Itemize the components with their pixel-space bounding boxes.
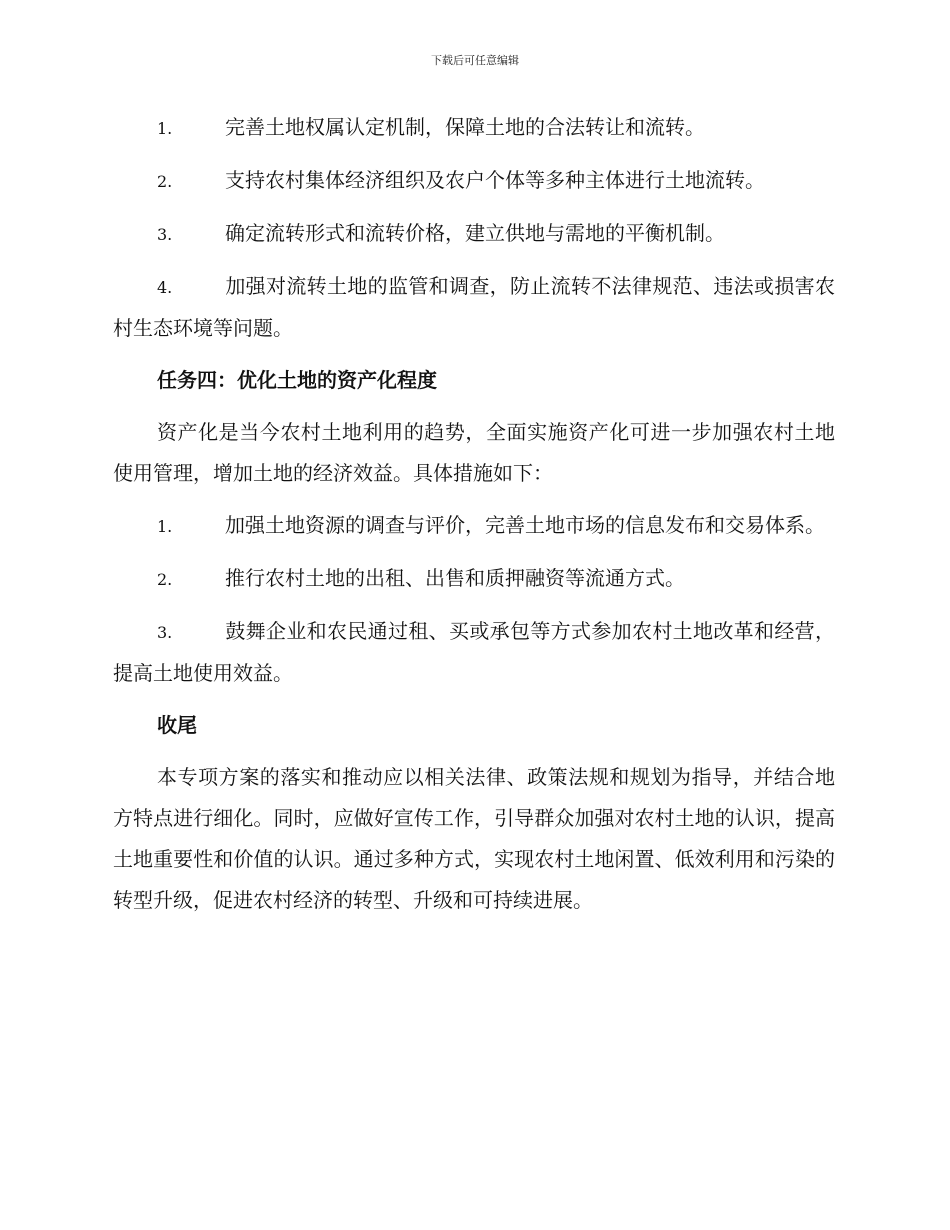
list-text: 支持农村集体经济组织及农户个体等多种主体进行土地流转。 <box>225 168 765 192</box>
conclusion-text: 本专项方案的落实和推动应以相关法律、政策法规和规划为指导，并结合地方特点进行细化。同时，应做好宣传工作，引导群众加强对农村土地的认识，提高土地重要性和价值的认识。通过多种方式，实现农村土地闲置、低效利用和污染的转型升级，促进农村经济的转型、升级和可持续进展。 <box>113 765 835 912</box>
list-text: 推行农村土地的出租、出售和质押融资等流通方式。 <box>225 566 685 590</box>
list-text: 鼓舞企业和农民通过租、买或承包等方式参加农村土地改革和经营，提高土地使用效益。 <box>113 619 835 685</box>
list-number: 3. <box>157 225 173 244</box>
list-number: 2. <box>157 570 173 589</box>
list-number: 2. <box>157 172 173 191</box>
list-number: 1. <box>157 119 173 138</box>
list-text: 加强对流转土地的监管和调查，防止流转不法律规范、违法或损害农村生态环境等问题。 <box>113 274 835 340</box>
list-item <box>113 505 835 547</box>
list-item <box>113 107 835 149</box>
list-item <box>113 213 835 255</box>
list-text: 完善土地权属认定机制，保障土地的合法转让和流转。 <box>225 115 705 139</box>
list-number: 1. <box>157 517 173 536</box>
list-text: 确定流转形式和流转价格，建立供地与需地的平衡机制。 <box>225 221 725 245</box>
list-item <box>113 611 835 694</box>
list-item <box>113 266 835 349</box>
list-number: 3. <box>157 623 173 642</box>
list-item <box>113 160 835 202</box>
task-four-intro: 资产化是当今农村土地利用的趋势，全面实施资产化可进一步加强农村土地使用管理，增加土地的经济效益。具体措施如下： <box>113 420 835 485</box>
list-text: 加强土地资源的调查与评价，完善土地市场的信息发布和交易体系。 <box>225 513 825 537</box>
list-number: 4. <box>157 278 173 297</box>
section-heading-conclusion: 收尾 <box>157 713 197 737</box>
document-body <box>113 107 835 932</box>
list-item <box>113 558 835 600</box>
section-heading-task-four: 任务四：优化土地的资产化程度 <box>157 368 437 392</box>
page-header: 下载后可任意编辑 <box>431 54 519 67</box>
